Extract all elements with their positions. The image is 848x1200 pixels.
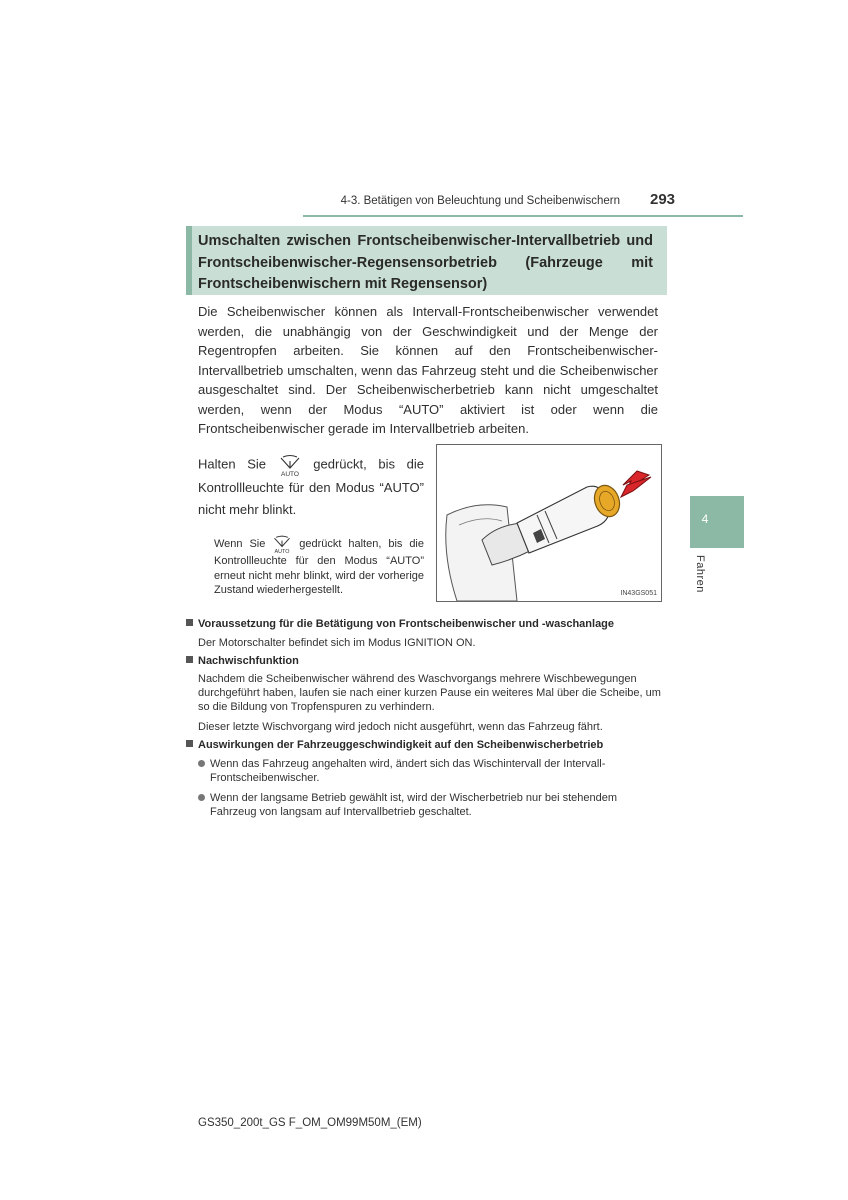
square-bullet-icon bbox=[186, 656, 193, 663]
bullet-text: Wenn das Fahrzeug angehalten wird, ändert sich das Wischintervall der Intervall-Frontscheibenwischer. bbox=[210, 758, 606, 784]
wiper-auto-icon-label: AUTO bbox=[280, 471, 299, 477]
document-footer: GS350_200t_GS F_OM_OM99M50M_(EM) bbox=[198, 1117, 422, 1129]
chapter-number: 4 bbox=[701, 512, 709, 526]
section-body: Nachdem die Scheibenwischer während des Waschvorgangs mehrere Wischbewegungen durchgeführt haben, laufen sie nach einer kurzen Pause ein weiteres Mal über die Scheibe, um so die Bildung von Tropfenspuren zu verhindern. bbox=[198, 673, 661, 713]
section-body: Der Motorschalter befindet sich im Modus IGNITION ON. bbox=[198, 637, 476, 649]
section-heading: Umschalten zwischen Frontscheibenwischer-Intervallbetrieb und Frontscheibenwischer-Regensensorbetrieb (Fahrzeuge mit Frontscheibenwischern mit Regensensor) bbox=[198, 233, 653, 292]
wiper-auto-icon-label: AUTO bbox=[274, 549, 290, 554]
header-rule bbox=[303, 215, 743, 217]
section-title-text: Voraussetzung für die Betätigung von Frontscheibenwischer und -waschanlage bbox=[198, 618, 615, 630]
note-text-before: Wenn Sie bbox=[214, 537, 266, 550]
round-bullet-icon bbox=[198, 794, 205, 801]
round-bullet-icon bbox=[198, 760, 205, 767]
wiper-lever-illustration bbox=[436, 444, 662, 602]
step-instruction bbox=[198, 453, 424, 521]
figure-code: IN43GS051 bbox=[620, 590, 657, 597]
square-bullet-icon bbox=[186, 740, 193, 747]
wiper-lever-drawing bbox=[437, 445, 661, 601]
note-text-after: gedrückt halten, bis die Kontrollleuchte für den Modus “AUTO” erneut nicht mehr blinkt, wird der vorherige Zustand wiederhergestellt. bbox=[214, 537, 424, 596]
running-header-section: 4-3. Betätigen von Beleuchtung und Scheibenwischern bbox=[340, 195, 620, 207]
section-title-text: Auswirkungen der Fahrzeuggeschwindigkeit auf den Scheibenwischerbetrieb bbox=[198, 739, 604, 751]
section-title bbox=[186, 655, 666, 667]
wiper-auto-icon bbox=[272, 534, 292, 554]
bullet-item bbox=[198, 757, 662, 785]
wiper-auto-icon bbox=[278, 453, 302, 477]
section-title bbox=[186, 739, 666, 751]
step-text-after: gedrückt, bis die Kontrollleuchte für den Modus “AUTO” nicht mehr blinkt. bbox=[198, 456, 424, 517]
page-number: 293 bbox=[650, 191, 676, 208]
section-body: Dieser letzte Wischvorgang wird jedoch nicht ausgeführt, wenn das Fahrzeug fährt. bbox=[198, 721, 603, 733]
square-bullet-icon bbox=[186, 619, 193, 626]
step-note bbox=[214, 534, 424, 598]
section-title-text: Nachwischfunktion bbox=[198, 655, 299, 667]
chapter-label bbox=[688, 555, 718, 605]
step-text-before: Halten Sie bbox=[198, 456, 266, 472]
section-title bbox=[186, 618, 666, 630]
bullet-item bbox=[198, 791, 662, 819]
bullet-text: Wenn der langsame Betrieb gewählt ist, wird der Wischerbetrieb nur bei stehendem Fahrzeug von langsam auf Intervallbetrieb geschaltet. bbox=[210, 792, 617, 818]
intro-paragraph: Die Scheibenwischer können als Intervall-Frontscheibenwischer verwendet werden, die unabhängig von der Geschwindigkeit und der Menge der Regentropfen arbeiten. Sie können auf den Frontscheibenwischer-Intervallbetrieb umschalten, wenn das Fahrzeug steht und die Scheibenwischer ausgeschaltet sind. Der Scheibenwischerbetrieb kann nicht umgeschaltet werden, wenn der Modus “AUTO” aktiviert ist oder wenn die Frontscheibenwischer gerade im Intervallbetrieb arbeiten. bbox=[198, 304, 658, 436]
section-heading-box bbox=[186, 226, 667, 295]
chapter-label-text: Fahren bbox=[694, 555, 706, 593]
